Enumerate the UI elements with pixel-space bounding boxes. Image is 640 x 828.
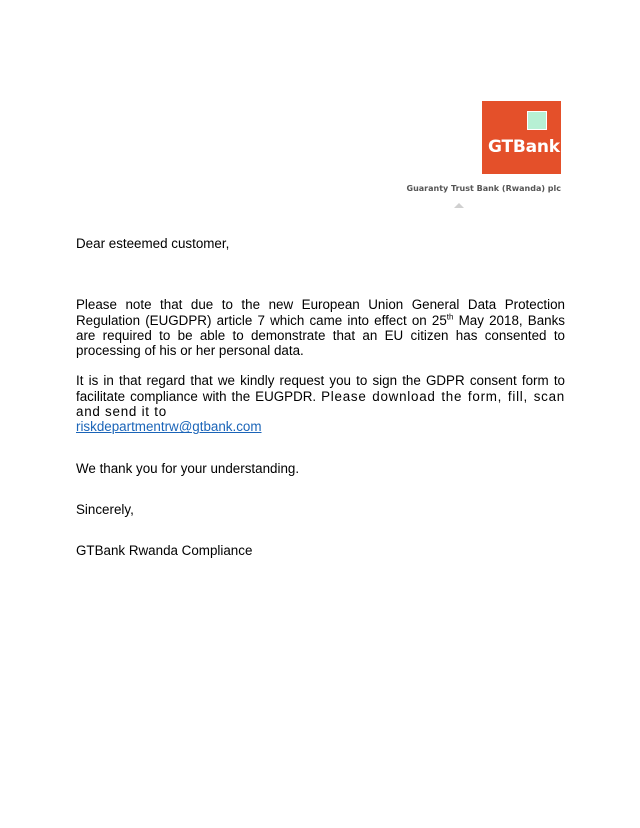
para1-text-b: May 2018, Banks are required to be able to demonstrate that an EU citizen has consented to processing of his or her personal data.: [76, 312, 566, 359]
gtbank-logo: [482, 101, 561, 174]
ordinal-suffix: th: [446, 312, 454, 322]
signature-line: GTBank Rwanda Compliance: [76, 543, 253, 559]
salutation: Dear esteemed customer,: [76, 236, 230, 251]
paragraph-gdpr-notice: [76, 297, 565, 358]
para1-text-a: Please note that due to the new European Union General Data Protection Regulation (EUGDPR) article 7 which came into effect on 25: [76, 297, 565, 328]
bank-name: Guaranty Trust Bank (Rwanda) plc: [406, 184, 561, 193]
triangle-mark-icon: [454, 203, 464, 208]
para2-text-b: Please download the form, fill, scan and send it to: [76, 388, 565, 420]
paragraph-consent-request: [76, 373, 565, 434]
email-link[interactable]: riskdepartmentrw@gtbank.com: [76, 419, 262, 435]
logo-text: GTBank: [488, 137, 560, 157]
letter-body: [76, 236, 565, 559]
thanks-line: We thank you for your understanding.: [76, 460, 300, 476]
logo-square-icon: [527, 111, 547, 130]
closing-line: Sincerely,: [76, 501, 134, 517]
para2-text-a: It is in that regard that we kindly request you to sign the GDPR consent form to facilitate compliance with the EUGPDR.: [76, 373, 565, 404]
